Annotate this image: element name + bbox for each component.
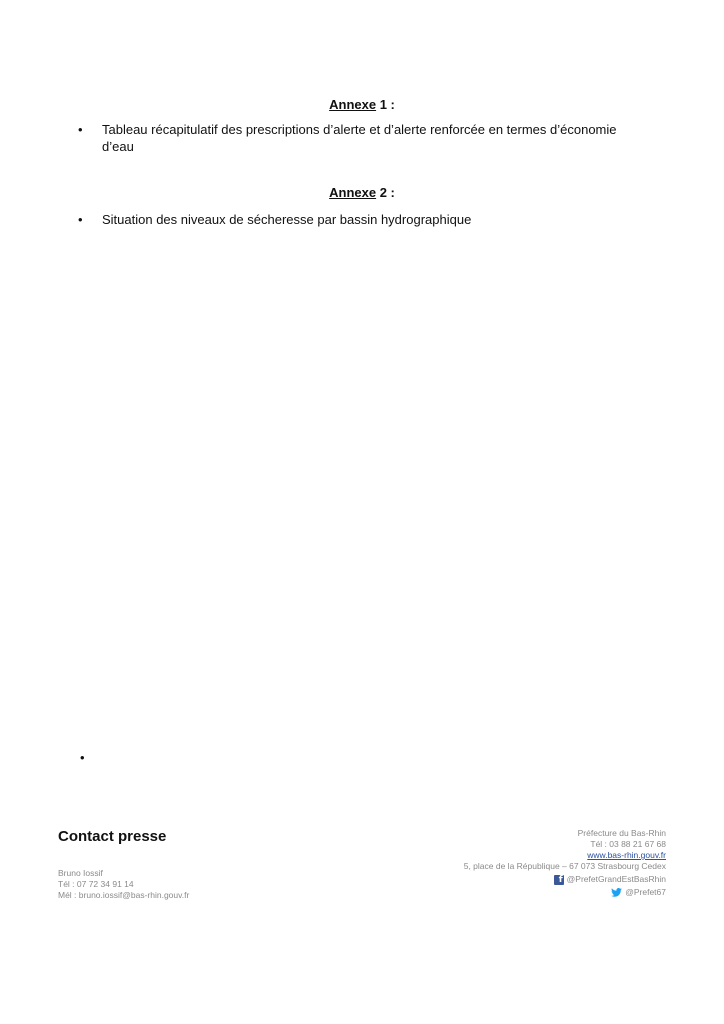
annex-1-number: 1 : [376, 97, 395, 112]
annex-2-label: Annexe [329, 185, 377, 200]
twitter-icon [611, 888, 622, 897]
bullet: • [78, 122, 83, 137]
prefecture-phone: Tél : 03 88 21 67 68 [590, 839, 666, 849]
twitter-handle: @Prefet67 [625, 887, 666, 897]
contact-details [58, 868, 189, 901]
twitter-link[interactable] [464, 887, 666, 898]
bullet: • [78, 212, 83, 227]
contact-phone: Tél : 07 72 34 91 14 [58, 879, 134, 889]
contact-title: Contact presse [58, 828, 167, 845]
facebook-link[interactable] [464, 874, 666, 885]
prefecture-details [464, 828, 666, 898]
facebook-icon [554, 875, 564, 885]
prefecture-website-link[interactable]: www.bas-rhin.gouv.fr [587, 850, 666, 860]
prefecture-name: Préfecture du Bas-Rhin [577, 828, 666, 838]
prefecture-address: 5, place de la République – 67 073 Strasbourg Cedex [463, 861, 666, 871]
annex-1-heading [0, 97, 724, 112]
facebook-handle: @PrefetGrandEstBasRhin [566, 874, 666, 884]
annex-2-number: 2 : [376, 185, 395, 200]
empty-bullet: • [80, 750, 85, 765]
annex-1-label: Annexe [329, 97, 377, 112]
annex-2-item-text: Situation des niveaux de sécheresse par bassin hydrographique [102, 212, 472, 227]
annex-2-heading [0, 185, 724, 200]
annex-1-item-text: Tableau récapitulatif des prescriptions d’alerte et d’alerte renforcée en termes d’économie d’eau [102, 122, 617, 154]
contact-name: Bruno Iossif [58, 868, 103, 878]
contact-email[interactable]: Mél : bruno.iossif@bas-rhin.gouv.fr [58, 890, 190, 900]
